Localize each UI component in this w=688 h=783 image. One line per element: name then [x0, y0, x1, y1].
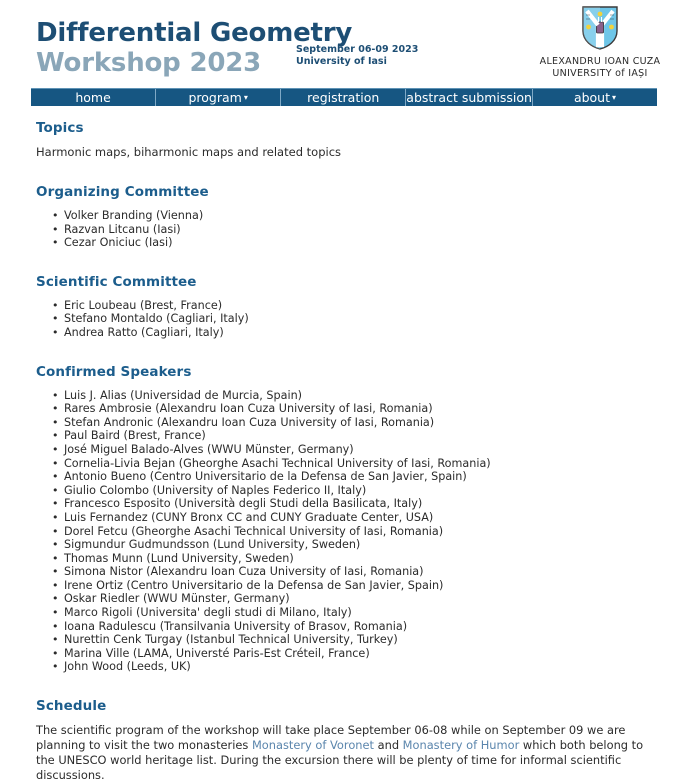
scientific-committee-heading: Scientific Committee — [36, 273, 197, 290]
university-shield-icon — [520, 5, 680, 53]
nav-item-abstract-submission[interactable] — [405, 89, 532, 106]
list-item: • Oskar Riedler (WWU Münster, Germany) — [64, 592, 660, 606]
list-item: • Rares Ambrosie (Alexandru Ioan Cuza University of Iasi, Romania) — [64, 402, 660, 416]
link-monastery-of-voronet[interactable]: Monastery of Voronet — [251, 738, 374, 753]
nav-item-program[interactable] — [155, 89, 280, 106]
list-item: • Marina Ville (LAMA, Universté Paris-Est Créteil, France) — [64, 647, 660, 661]
nav-item-registration-label: registration — [307, 90, 380, 105]
organizing-committee-list — [36, 209, 660, 250]
site-title-line-2: Workshop 2023 — [36, 48, 262, 78]
schedule-text-part-3: which both belong to the UNESCO world heritage list. During the excursion there will be plenty of time for informal scientific discussions. — [36, 738, 644, 783]
schedule-heading: Schedule — [36, 698, 107, 715]
list-item: • Giulio Colombo (University of Naples Federico II, Italy) — [64, 484, 660, 498]
nav-item-registration[interactable] — [280, 89, 405, 106]
list-item: • Stefan Andronic (Alexandru Ioan Cuza University of Iasi, Romania) — [64, 416, 660, 430]
section-topics — [36, 120, 660, 160]
list-item: • José Miguel Balado-Alves (WWU Münster, Germany) — [64, 443, 660, 457]
confirmed-speakers-list — [36, 389, 660, 674]
nav-item-home[interactable] — [31, 89, 155, 106]
event-subtitle — [296, 44, 418, 68]
list-item: • John Wood (Leeds, UK) — [64, 660, 660, 674]
list-item: • Cornelia-Livia Bejan (Gheorghe Asachi Technical University of Iasi, Romania) — [64, 457, 660, 471]
list-item: • Simona Nistor (Alexandru Ioan Cuza University of Iasi, Romania) — [64, 565, 660, 579]
list-item: • Nurettin Cenk Turgay (Istanbul Technical University, Turkey) — [64, 633, 660, 647]
list-item: • Dorel Fetcu (Gheorghe Asachi Technical University of Iasi, Romania) — [64, 525, 660, 539]
list-item: • Sigmundur Gudmundsson (Lund University, Sweden) — [64, 538, 660, 552]
list-item: • Francesco Esposito (Università degli Studi della Basilicata, Italy) — [64, 497, 660, 511]
list-item: • Stefano Montaldo (Cagliari, Italy) — [64, 312, 660, 326]
list-item: • Ioana Radulescu (Transilvania University of Brasov, Romania) — [64, 620, 660, 634]
main-navigation — [31, 88, 657, 106]
nav-item-about-label: about — [573, 90, 611, 105]
topics-heading: Topics — [36, 120, 84, 136]
list-item: • Volker Branding (Vienna) — [64, 209, 660, 223]
university-name — [520, 56, 680, 80]
list-item: • Paul Baird (Brest, France) — [64, 429, 660, 443]
list-item: • Irene Ortiz (Centro Universitario de la Defensa de San Javier, Spain) — [64, 579, 660, 593]
confirmed-speakers-heading: Confirmed Speakers — [36, 363, 192, 380]
list-item: • Cezar Oniciuc (Iasi) — [64, 236, 660, 250]
schedule-text-part-2: and — [374, 738, 403, 753]
list-item: • Marco Rigoli (Universita' degli studi di Milano, Italy) — [64, 606, 660, 620]
list-item: • Luis Fernandez (CUNY Bronx CC and CUNY Graduate Center, USA) — [64, 511, 660, 525]
page-content — [36, 120, 660, 783]
spacer — [36, 160, 660, 184]
university-name-line-2: UNIVERSITY of IAȘI — [552, 68, 648, 79]
list-item: • Thomas Munn (Lund University, Sweden) — [64, 552, 660, 566]
university-name-line-1: ALEXANDRU IOAN CUZA — [539, 56, 661, 67]
chevron-down-icon: ▾ — [612, 93, 617, 102]
organizing-committee-heading: Organizing Committee — [36, 184, 209, 200]
list-item: • Luis J. Alias (Universidad de Murcia, Spain) — [64, 389, 660, 403]
spacer — [36, 674, 660, 698]
scientific-committee-list — [36, 299, 660, 340]
section-organizing-committee — [36, 184, 660, 250]
list-item: • Andrea Ratto (Cagliari, Italy) — [64, 326, 660, 340]
event-dates: September 06-09 2023 — [296, 44, 419, 55]
list-item: • Razvan Litcanu (Iasi) — [64, 223, 660, 237]
university-logo — [520, 5, 680, 80]
nav-item-program-label: program — [188, 90, 242, 105]
schedule-text-part-1: The scientific program of the workshop will take place September 06-08 while on September 09 we are planning to visit the two monasteries — [36, 723, 626, 753]
spacer — [36, 250, 660, 274]
list-item: • Antonio Bueno (Centro Universitario de la Defensa de San Javier, Spain) — [64, 470, 660, 484]
nav-item-abstract-submission-label: abstract submission — [406, 90, 532, 105]
nav-item-home-label: home — [75, 90, 111, 105]
spacer — [36, 340, 660, 364]
link-monastery-of-humor[interactable]: Monastery of Humor — [402, 738, 520, 753]
schedule-text — [36, 723, 660, 783]
list-item: • Eric Loubeau (Brest, France) — [64, 299, 660, 313]
chevron-down-icon: ▾ — [243, 93, 248, 102]
site-title-line-1: Differential Geometry — [36, 18, 353, 48]
nav-item-about[interactable] — [532, 89, 657, 106]
section-confirmed-speakers — [36, 364, 660, 674]
topics-text: Harmonic maps, biharmonic maps and related topics — [36, 145, 342, 159]
section-scientific-committee — [36, 274, 660, 340]
site-header — [0, 0, 688, 105]
event-location: University of Iasi — [296, 56, 387, 67]
